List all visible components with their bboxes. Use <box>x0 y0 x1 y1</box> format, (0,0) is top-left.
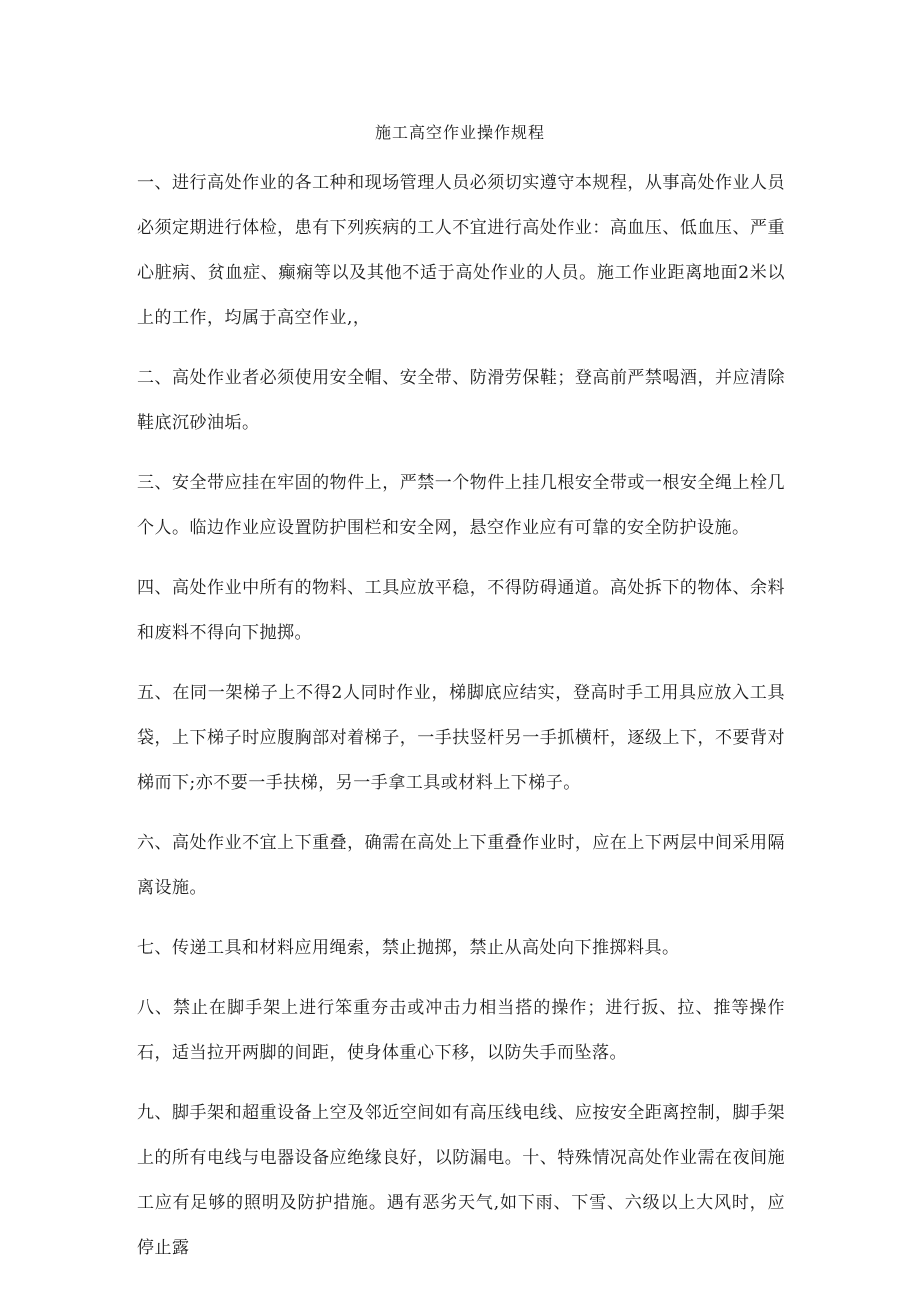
paragraph-3: 三、安全带应挂在牢固的物件上，严禁一个物件上挂几根安全带或一根安全绳上栓几个人。临边作业应设置防护围栏和安全网，悬空作业应有可靠的安全防护设施。 <box>137 473 785 538</box>
paragraph-7: 七、传递工具和材料应用绳索，禁止抛掷，禁止从高处向下推掷料具。 <box>137 938 680 958</box>
paragraph-1: 一、进行高处作业的各工种和现场管理人员必须切实遵守本规程，从事高处作业人员必须定期进行体检，患有下列疾病的工人不宜进行高处作业：高血压、低血压、严重心脏病、贫血症、癫痫等以及其他不适于高处作业的人员。施工作业距离地面2米以上的工作，均属于高空作业,， <box>137 173 785 328</box>
paragraph-6: 六、高处作业不宜上下重叠，确需在高处上下重叠作业时，应在上下两层中间采用隔离设施。 <box>137 833 785 898</box>
paragraph-2: 二、高处作业者必须使用安全帽、安全带、防滑劳保鞋；登高前严禁喝酒，并应清除鞋底沉砂油垢。 <box>137 368 785 433</box>
paragraph-5: 五、在同一架梯子上不得2人同时作业，梯脚底应结实，登高时手工用具应放入工具袋，上下梯子时应腹胸部对着梯子，一手扶竖杆另一手抓横杆，逐级上下，不要背对梯而下;亦不要一手扶梯，另一手拿工具或材料上下梯子。 <box>137 683 785 793</box>
document-body <box>137 161 785 1286</box>
paragraph-8: 八、禁止在脚手架上进行笨重夯击或冲击力相当搭的操作；进行扳、拉、推等操作石，适当拉开两脚的间距，使身体重心下移，以防失手而坠落。 <box>137 998 785 1063</box>
paragraph-4: 四、高处作业中所有的物料、工具应放平稳，不得防碍通道。高处拆下的物体、余料和废料不得向下抛掷。 <box>137 578 785 643</box>
paragraph-9: 九、脚手架和超重设备上空及邻近空间如有高压线电线、应按安全距离控制，脚手架上的所有电线与电器设备应绝缘良好，以防漏电。十、特殊情况高处作业需在夜间施工应有足够的照明及防护措施。遇有恶劣天气,如下雨、下雪、六级以上大风时，应停止露 <box>137 1103 785 1258</box>
document-title: 施工高空作业操作规程 <box>374 123 545 142</box>
